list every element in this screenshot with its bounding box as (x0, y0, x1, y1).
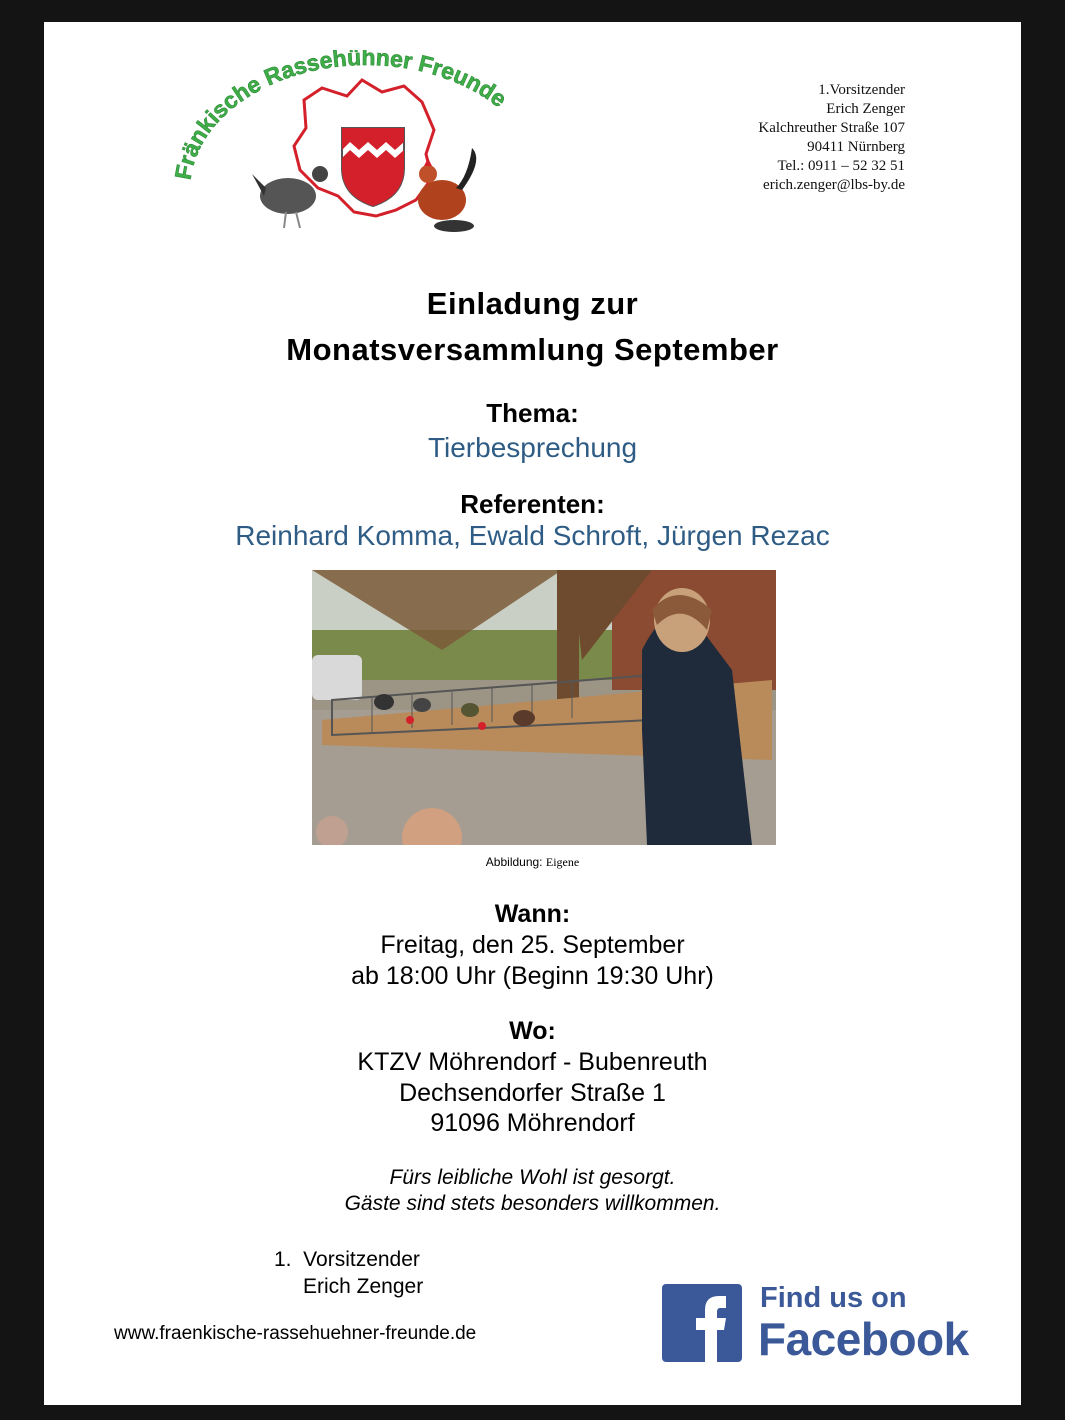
caption-value: Eigene (545, 855, 580, 869)
wann-line1: Freitag, den 25. September (380, 931, 685, 959)
title-line1: Einladung zur (426, 286, 639, 321)
wo-label: Wo: (509, 1017, 556, 1045)
facebook-badge[interactable] (662, 1282, 982, 1364)
title-line2: Monatsversammlung September (286, 332, 779, 367)
referenten-label: Referenten: (460, 489, 605, 519)
wann-label: Wann: (494, 900, 571, 928)
event-photo (312, 570, 776, 845)
wo-line3: 91096 Möhrendorf (430, 1109, 635, 1137)
facebook-logo-icon (662, 1284, 742, 1362)
wann-line2: ab 18:00 Uhr (Beginn 19:30 Uhr) (351, 962, 714, 990)
signature (274, 1246, 423, 1300)
contact-line: Tel.: 0911 – 52 32 51 (777, 158, 905, 174)
red-rooster-icon (418, 148, 476, 232)
contact-line: Erich Zenger (826, 101, 905, 117)
contact-info (758, 81, 905, 195)
signature-name: Erich Zenger (303, 1275, 424, 1298)
contact-line: 1.Vorsitzender (818, 82, 905, 98)
contact-email[interactable]: erich.zenger@lbs-by.de (763, 177, 905, 193)
contact-line: Kalchreuther Straße 107 (758, 120, 905, 136)
logo-arc-text: Fränkische Rassehühner Freunde (172, 50, 512, 182)
referenten-value: Reinhard Komma, Ewald Schroft, Jürgen Rezac (235, 520, 830, 551)
facebook-line1: Find us on (760, 1282, 907, 1314)
photo-caption (44, 855, 1021, 870)
flyer-page (44, 22, 1021, 1405)
website-link[interactable]: www.fraenkische-rassehuehner-freunde.de (114, 1323, 477, 1344)
signature-role: 1. Vorsitzender (274, 1248, 420, 1271)
thema-value: Tierbesprechung (427, 432, 638, 463)
club-logo (172, 50, 557, 240)
grey-hen-icon (252, 166, 328, 228)
caption-prefix: Abbildung: (485, 855, 543, 869)
thema-label: Thema: (486, 398, 579, 428)
contact-line: 90411 Nürnberg (807, 139, 905, 155)
wo-line2: Dechsendorfer Straße 1 (399, 1079, 666, 1107)
note-line2: Gäste sind stets besonders willkommen. (344, 1192, 721, 1215)
wo-line1: KTZV Möhrendorf - Bubenreuth (357, 1048, 708, 1076)
note-line1: Fürs leibliche Wohl ist gesorgt. (389, 1166, 676, 1189)
facebook-line2: Facebook (758, 1313, 969, 1365)
title (44, 281, 1021, 373)
